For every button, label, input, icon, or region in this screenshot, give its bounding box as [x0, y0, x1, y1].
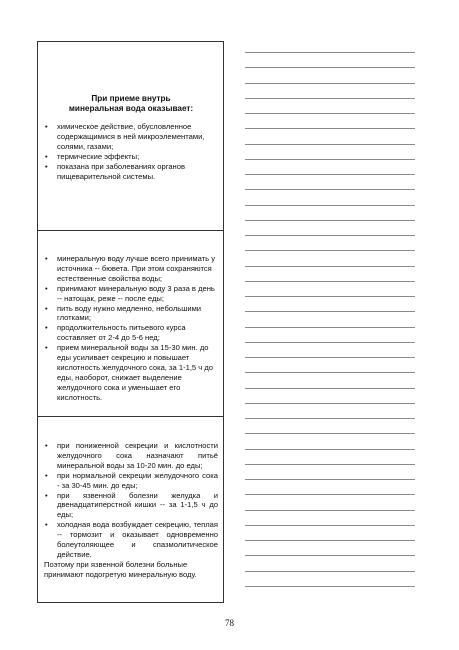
list-item: • пить воду нужно медленно, небольшими глотками; — [44, 304, 218, 324]
note-line — [245, 342, 415, 343]
note-line — [245, 388, 415, 389]
note-line — [245, 433, 415, 434]
heading-line-1: При приеме внутрь — [91, 94, 171, 103]
list-item: • принимают минеральную воду 3 раза в день -- натощак, реже -- после еды; — [44, 284, 218, 304]
note-line — [245, 372, 415, 373]
note-line — [245, 403, 415, 404]
list-item: • при пониженной секреции и кислотности желудочного сока назначают питьё минеральной воды за 10-20 мин. до еды; — [44, 441, 218, 471]
note-line — [245, 52, 415, 53]
section-oral-intake — [38, 42, 223, 231]
note-line — [245, 159, 415, 160]
note-line — [245, 586, 415, 587]
list-item: • химическое действие, обусловленное содержащимися в ней микроэлементами, солями, газами; — [44, 122, 218, 152]
note-line — [245, 525, 415, 526]
note-line — [245, 235, 415, 236]
concluding-text: Поэтому при язвенной болезни больные принимают подогретую минеральную воду. — [44, 559, 197, 579]
list-item: • термические эффекты; — [44, 152, 218, 162]
list-item: • при язвенной болезни желудка и двенадцатиперстной кишки -- за 1-1,5 ч до еды; — [44, 491, 218, 521]
note-line — [245, 281, 415, 282]
note-line — [245, 357, 415, 358]
notes-table — [37, 41, 224, 603]
bullet-list — [44, 122, 218, 181]
note-line — [245, 220, 415, 221]
note-line — [245, 205, 415, 206]
section-secretion — [38, 417, 223, 604]
note-line — [245, 418, 415, 419]
note-line — [245, 494, 415, 495]
note-line — [245, 98, 415, 99]
note-line — [245, 449, 415, 450]
note-line — [245, 296, 415, 297]
note-line — [245, 174, 415, 175]
note-line — [245, 266, 415, 267]
note-line — [245, 189, 415, 190]
section-intake-rules — [38, 231, 223, 417]
note-line — [245, 510, 415, 511]
note-line — [245, 250, 415, 251]
list-item: • продолжительность питьевого курса составляет от 2-4 до 5-6 нед; — [44, 323, 218, 343]
section-heading — [44, 94, 218, 114]
page-number: 78 — [225, 618, 234, 628]
note-line — [245, 479, 415, 480]
note-line — [245, 327, 415, 328]
bullet-list — [44, 441, 218, 560]
list-item: • прием минеральной воды за 15-30 мин. до еды усиливает секрецию и повышает кислотность желудочного сока, за 1-1,5 ч до еды, наоборот, снижает выделение желудочного сока и уменьшает его кислотность. — [44, 343, 218, 402]
list-item: • минеральную воду лучше всего принимать у источника -- бювета. При этом сохраняются естественные свойства воды; — [44, 254, 218, 284]
bullet-list — [44, 254, 218, 403]
note-line — [245, 464, 415, 465]
note-lines — [245, 0, 415, 610]
list-item: • холодная вода возбуждает секрецию, теплая -- тормозит и оказывает одновременно болеутоляющее и спазмолитическое действие. — [44, 520, 218, 560]
heading-line-2: минеральная вода оказывает: — [68, 104, 194, 113]
note-line — [245, 555, 415, 556]
note-line — [245, 113, 415, 114]
note-line — [245, 144, 415, 145]
note-line — [245, 540, 415, 541]
note-line — [245, 83, 415, 84]
note-line — [245, 571, 415, 572]
note-line — [245, 67, 415, 68]
list-item: • показана при заболеваниях органов пищеварительной системы. — [44, 162, 218, 182]
note-line — [245, 311, 415, 312]
note-line — [245, 128, 415, 129]
list-item: • при нормальной секреции желудочного сока - за 30-45 мин. до еды; — [44, 471, 218, 491]
